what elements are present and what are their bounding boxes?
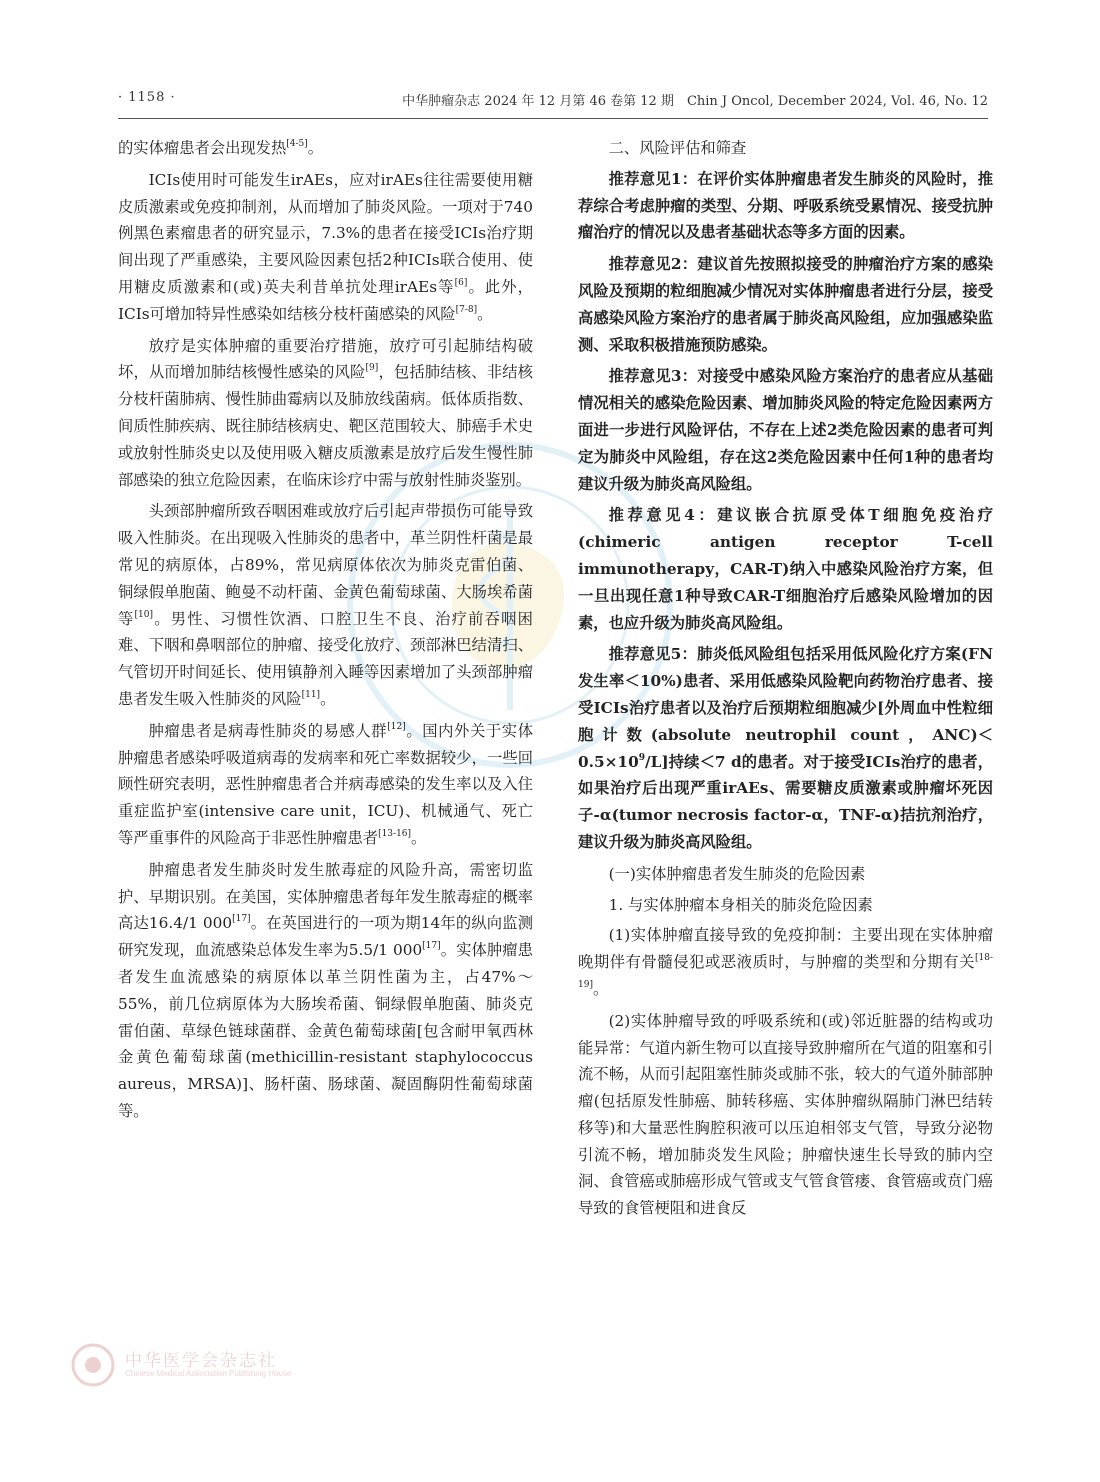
citation-ref: [4-5]: [286, 139, 308, 149]
recommendation-1: 推荐意见1：在评价实体肿瘤患者发生肺炎的风险时，推荐综合考虑肿瘤的类型、分期、呼吸系统受累情况、接受抗肿瘤治疗的情况以及患者基础状态等多方面的因素。: [578, 169, 993, 242]
citation-ref: [17]: [232, 914, 251, 925]
superscript: 9: [638, 752, 645, 763]
recommendation-3: 推荐意见3：对接受中感染风险方案治疗的患者应从基础情况相关的感染危险因素、增加肺炎风险的特定危险因素两方面进一步进行风险评估，不存在上述2类危险因素的患者可判定为肺炎中风险组，存在这2类危险因素中任何1种的患者均建议升级为肺炎高风险组。: [578, 367, 993, 493]
header-rule: [118, 118, 988, 119]
paragraph: (2)实体肿瘤导致的呼吸系统和(或)邻近脏器的结构或功能异常：气道内新生物可以直接导致肿瘤所在气道的阻塞和引流不畅，从而引起阻塞性肺炎或肺不张，较大的气道外肺部肿瘤(包括原发性肺癌、肺转移癌、实体肿瘤纵隔肺门淋巴结转移等)和大量恶性胸腔积液可以压迫相邻支气管，导致分泌物引流不畅，增加肺炎发生风险；肿瘤快速生长导致的肺内空洞、食管癌或肺癌形成气管或支气管食管瘘、食管癌或贲门癌导致的食管梗阻和进食反: [578, 1011, 993, 1218]
citation-ref: [12]: [387, 721, 406, 732]
paragraph: (1)实体肿瘤直接导致的免疫抑制：主要出现在实体肿瘤晚期伴有骨髓侵犯或恶液质时，与肿瘤的类型和分期有关[18-19]。: [578, 926, 993, 998]
citation-ref: [13-16]: [378, 828, 412, 839]
recommendation-4: 推荐意见4：建议嵌合抗原受体T细胞免疫治疗(chimeric antigen receptor T-cell immunotherapy，CAR-T)纳入中感染风险治疗方案，但一旦出现任意1种导致CAR-T细胞治疗后感染风险增加的因素，也应升级为肺炎高风险组。: [578, 506, 993, 632]
paragraph: 的实体瘤患者会出现发热[4-5]。: [118, 139, 324, 157]
page-number: · 1158 ·: [118, 90, 176, 105]
subsection-heading: (一)实体肿瘤患者发生肺炎的危险因素: [608, 864, 866, 883]
publisher-name-cn: 中华医学会杂志社: [125, 1351, 277, 1371]
citation-ref: [17]: [422, 941, 441, 952]
recommendation-5: 推荐意见5：肺炎低风险组包括采用低风险化疗方案(FN发生率＜10%)患者、采用低感染风险靶向药物治疗患者、接受ICIs治疗患者以及治疗后预期粒细胞减少[外周血中性粒细胞计数(absolute neutrophil count，$ANC)<0.5\times 10^9/L$]持续＜7 d的患者。对于接受ICIs治疗的患者，如果治疗后出现严重irAEs、需要糖皮质激素或肿瘤坏死因子-α(tumor necrosis factor-α，TNF-α)拮抗剂治疗，建议升级为肺炎高风险组。: [578, 645, 993, 851]
citation-ref: [10]: [134, 609, 154, 620]
paragraph: 肿瘤患者发生肺炎时发生脓毒症的风险升高，需密切监护、早期识别。在美国，实体肿瘤患者每年发生脓毒症的概率高达16.4/1 000[17]。在英国进行的一项为期14年的纵向监测研究发现，血流感染总体发生率为5.5/1 000[17]。实体肿瘤患者发生血流感染的病原体以革兰阴性菌为主，占47%～55%，前几位病原体为大肠埃希菌、铜绿假单胞菌、肺炎克雷伯菌、草绿色链球菌群、金黄色葡萄球菌[包含耐甲氧西林金黄色葡萄球菌(methicillin-resistant staphylococcus aureus，MRSA)]、肠杆菌、肠球菌、凝固酶阴性葡萄球菌等。: [118, 860, 533, 1120]
citation-ref: [7-8]: [455, 304, 478, 315]
publisher-name-en: Chinese Medical Association Publishing House: [125, 1369, 292, 1378]
paragraph: 头颈部肿瘤所致吞咽困难或放疗后引起声带损伤可能导致吸入性肺炎。在出现吸入性肺炎的患者中，革兰阴性杆菌是最常见的病原体，占89%，常见病原体依次为肺炎克雷伯菌、铜绿假单胞菌、鲍曼不动杆菌、金黄色葡萄球菌、大肠埃希菌等[10]。男性、习惯性饮酒、口腔卫生不良、治疗前吞咽困难、下咽和鼻咽部位的肿瘤、接受化放疗、颈部淋巴结清扫、气管切开时间延长、使用镇静剂入睡等因素增加了头颈部肿瘤患者发生吸入性肺炎的风险[11]。: [118, 502, 533, 708]
subsubsection-heading: 1. 与实体肿瘤本身相关的肺炎危险因素: [608, 895, 873, 914]
running-header: [118, 90, 988, 110]
citation-ref: [11]: [301, 689, 321, 700]
citation-ref: [6]: [454, 277, 468, 288]
citation-ref: [9]: [365, 363, 379, 374]
paragraph: 放疗是实体肿瘤的重要治疗措施，放疗可引起肺结构破坏，从而增加肺结核慢性感染的风险[9]，包括肺结核、非结核分枝杆菌肺病、慢性肺曲霉病以及肺放线菌病。低体质指数、间质性肺疾病、既往肺结核病史、靶区范围较大、肺癌手术史或放射性肺炎史以及使用吸入糖皮质激素是放疗后发生慢性肺部感染的独立危险因素，在临床诊疗中需与放射性肺炎鉴别。: [118, 336, 533, 489]
citation-ref: [18-19]: [578, 953, 993, 990]
publisher-emblem-icon: [70, 1342, 116, 1388]
left-column: [118, 135, 533, 1130]
recommendation-2: 推荐意见2：建议首先按照拟接受的肿瘤治疗方案的感染风险及预期的粒细胞减少情况对实体肿瘤患者进行分层，接受高感染风险方案治疗的患者属于肺炎高风险组，应加强感染监测、采取积极措施预防感染。: [578, 255, 993, 354]
journal-citation: 中华肿瘤杂志 2024 年 12 月第 46 卷第 12 期 Chin J Oncol, December 2024, Vol. 46, No. 12: [402, 94, 988, 109]
paragraph: 肿瘤患者是病毒性肺炎的易感人群[12]。国内外关于实体肿瘤患者感染呼吸道病毒的发病率和死亡率数据较少，一些回顾性研究表明，恶性肿瘤患者合并病毒感染的发生率以及入住重症监护室(intensive care unit，ICU)、机械通气、死亡等严重事件的风险高于非恶性肿瘤患者[13-16]。: [118, 721, 533, 847]
paragraph: ICIs使用时可能发生irAEs，应对irAEs往往需要使用糖皮质激素或免疫抑制剂，从而增加了肺炎风险。一项对于740例黑色素瘤患者的研究显示，7.3%的患者在接受ICIs治疗期间出现了严重感染，主要风险因素包括2种ICIs联合使用、使用糖皮质激素和(或)英夫利昔单抗处理irAEs等[6]。此外，ICIs可增加特异性感染如结核分枝杆菌感染的风险[7-8]。: [118, 170, 533, 323]
right-column: [578, 135, 993, 1227]
section-heading: 二、风险评估和筛查: [608, 139, 747, 157]
publisher-logo: [70, 1342, 490, 1392]
